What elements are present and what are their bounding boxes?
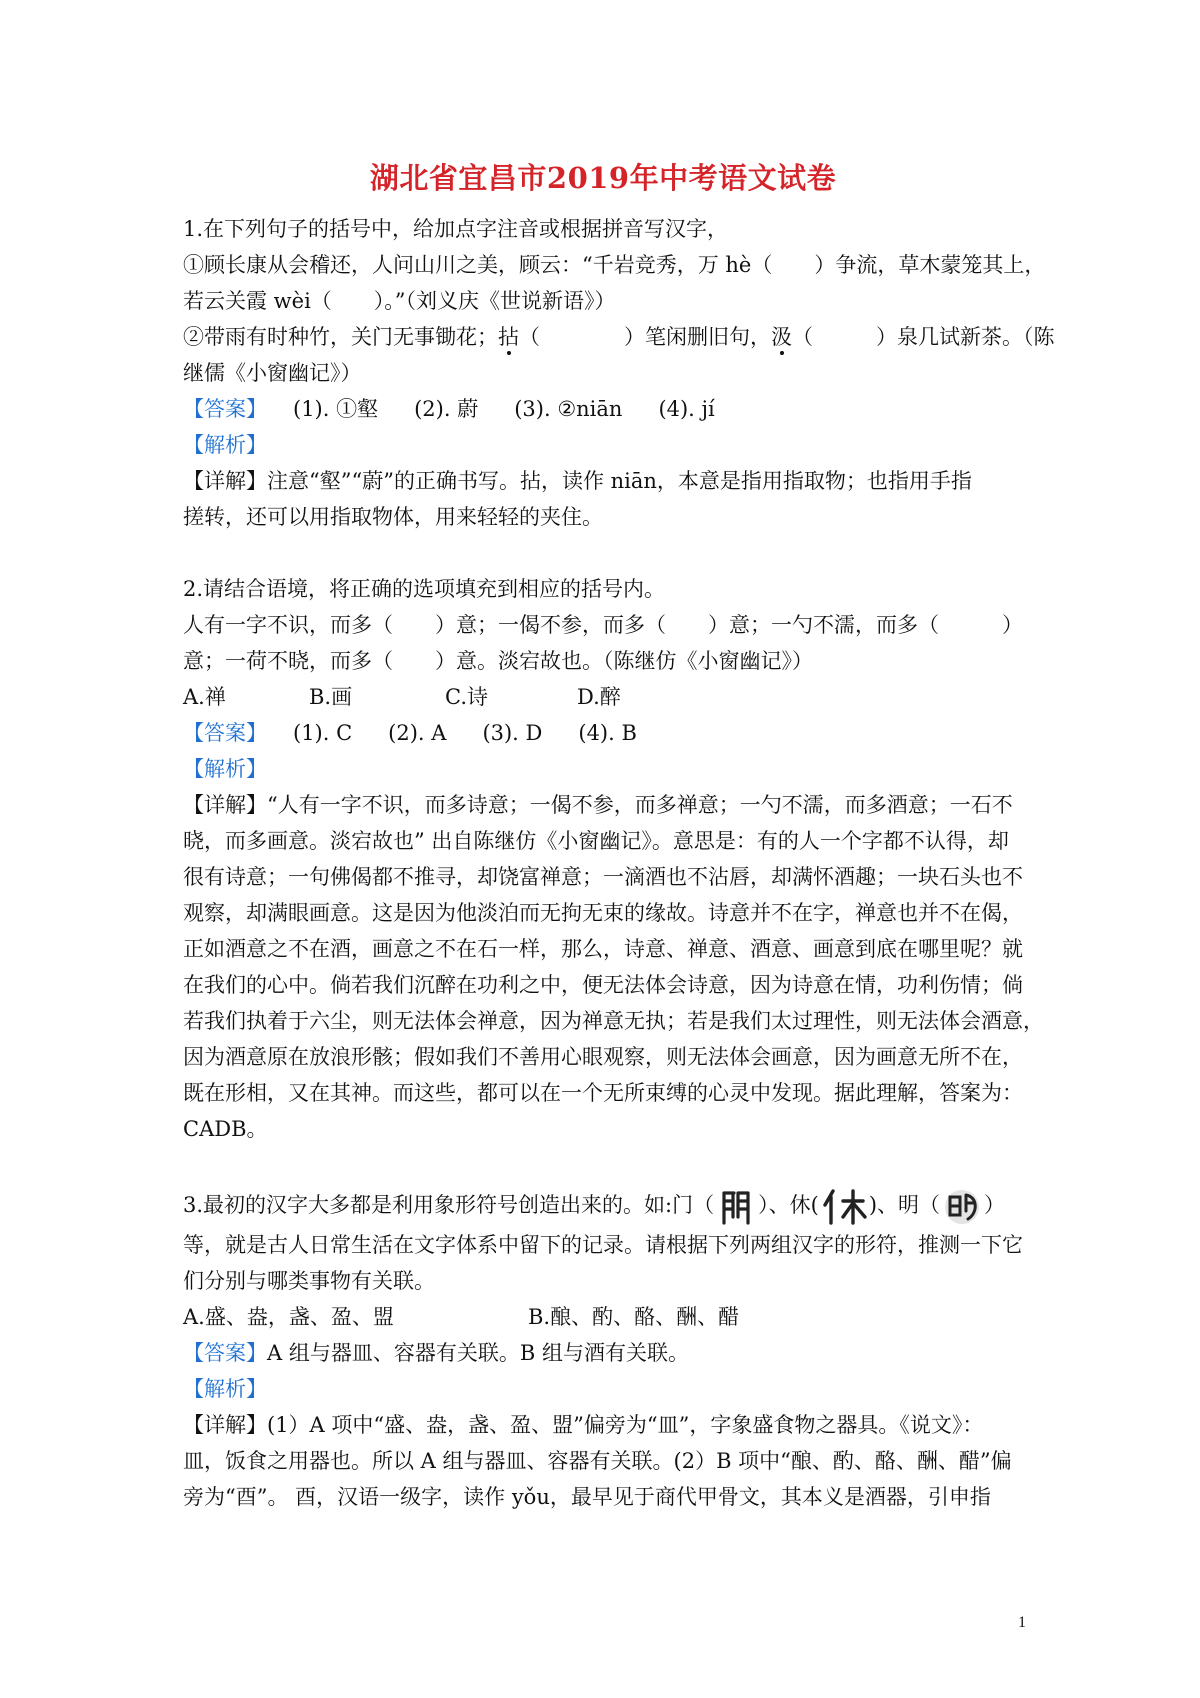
- ancient-xiu-glyph-icon: [821, 1187, 867, 1227]
- q2-detail-line7: 若我们执着于六尘，则无法体会禅意，因为禅意无执；若是我们太过理性，则无法体会酒意，: [183, 1009, 1044, 1033]
- q3-option-b: B.酿、酌、酪、酬、醋: [528, 1305, 740, 1329]
- q2-detail-line10: CADB。: [183, 1117, 268, 1141]
- q2-detail-line8: 因为酒意原在放浪形骸；假如我们不善用心眼观察，则无法体会画意，因为画意无所不在，: [183, 1045, 1023, 1069]
- q2-options: [183, 679, 1023, 715]
- detail-tag: 【详解】: [183, 793, 267, 817]
- q2-answer: [183, 715, 1023, 751]
- spacer: [183, 1147, 1023, 1183]
- spacer: [183, 535, 1023, 571]
- q3-detail-line1: [183, 1407, 1023, 1443]
- ancient-men-glyph-icon: [716, 1187, 756, 1227]
- q1-detail-line1: [183, 463, 1023, 499]
- ancient-ming-glyph-icon: [942, 1187, 982, 1227]
- q3-stem-mid1: ）、休(: [758, 1193, 819, 1217]
- q3-analysis-tag: 【解析】: [183, 1377, 267, 1401]
- q1-sentence2-line2: 继儒《小窗幽记》）: [183, 361, 362, 385]
- q2-detail-line9: 既在形相，又在其神。而这些，都可以在一个无所束缚的心灵中发现。据此理解，答案为：: [183, 1081, 1023, 1105]
- q1-answer-4: (4). jí: [658, 397, 715, 421]
- q2-detail-line6: 在我们的心中。倘若我们沉醉在功利之中，便无法体会诗意，因为诗意在情，功利伤情；倘: [183, 973, 1023, 997]
- document-title: 湖北省宜昌市2019年中考语文试卷: [369, 161, 837, 195]
- q3-stem-line3: 们分别与哪类事物有关联。: [183, 1269, 435, 1293]
- q3-options: [183, 1299, 1023, 1335]
- q2-answer-2: (2). A: [388, 721, 447, 745]
- q1-answer-3: (3). ②niān: [514, 397, 623, 421]
- q2-option-d: D.醉: [577, 685, 621, 709]
- q1-sentence1-line2: 若云关霞 wèi（ ）。”（刘义庆《世说新语》）: [183, 289, 616, 313]
- q1-s2-pre: ②带雨有时种竹，关门无事锄花；: [183, 325, 498, 349]
- q2-detail-line4: 观察，却满眼画意。这是因为他淡泊而无拘无束的缘故。诗意并不在字，禅意也并不在偈，: [183, 901, 1023, 925]
- q2-option-b: B.画: [309, 685, 353, 709]
- detail-tag: 【详解】: [183, 469, 267, 493]
- q3-answer: [183, 1335, 1023, 1371]
- q1-stem: 1.在下列句子的括号中，给加点字注音或根据拼音写汉字，: [183, 217, 729, 241]
- page-number: 1: [1018, 1614, 1026, 1631]
- q3-detail-text1: (1）A 项中“盛、盎，盏、盈、盟”偏旁为“皿”，字象盛食物之器具。《说文》：: [267, 1413, 984, 1437]
- q3-stem-mid2: )、明（: [868, 1193, 941, 1217]
- q2-detail-line3: 很有诗意；一句佛偈都不推寻，却饶富禅意；一滴酒也不沾唇，却满怀酒趣；一块石头也不: [183, 865, 1023, 889]
- q1-s2-mid: （ ）笔闲删旧句，: [519, 325, 771, 349]
- q1-answer-1: (1). ①壑: [293, 397, 379, 421]
- q3-option-a: A.盛、盎，盏、盈、盟: [183, 1305, 394, 1329]
- q1-sentence1-line1: ①顾长康从会稽还，人问山川之美，顾云：“千岩竞秀，万 hè（ ）争流，草木蒙笼其上，: [183, 253, 1046, 277]
- q2-answer-4: (4). B: [578, 721, 637, 745]
- q2-passage-line2: 意；一荷不晓，而多（ ）意。淡宕故也。（陈继仿《小窗幽记》）: [183, 649, 813, 673]
- q3-stem-line2: 等，就是古人日常生活在文字体系中留下的记录。请根据下列两组汉字的形符，推测一下它: [183, 1233, 1023, 1257]
- answer-tag: 【答案】: [183, 721, 267, 745]
- q2-option-a: A.禅: [183, 685, 226, 709]
- q3-stem-line1: [183, 1183, 1023, 1227]
- q2-detail-text1: “人有一字不识，而多诗意；一偈不参，而多禅意；一勺不濡，而多酒意；一石不: [267, 793, 1013, 817]
- document-content: [183, 150, 1055, 1515]
- q1-dotted-char-ji: 汲: [771, 325, 792, 349]
- q1-detail-line2: 搓转，还可以用指取物体，用来轻轻的夹住。: [183, 505, 603, 529]
- q1-analysis-tag: 【解析】: [183, 433, 267, 457]
- q2-option-c: C.诗: [445, 685, 488, 709]
- q3-detail-line2: 皿，饭食之用器也。所以 A 组与器皿、容器有关联。(2）B 项中“酿、酌、酪、酬、醋”偏: [183, 1449, 1012, 1473]
- q2-detail-line1: [183, 787, 1023, 823]
- q2-detail-line5: 正如酒意之不在酒，画意之不在石一样，那么，诗意、禅意、酒意、画意到底在哪里呢？就: [183, 937, 1023, 961]
- q3-answer-text: A 组与器皿、容器有关联。B 组与酒有关联。: [267, 1341, 689, 1365]
- q2-stem: 2.请结合语境，将正确的选项填充到相应的括号内。: [183, 577, 666, 601]
- q3-stem-pre: 3.最初的汉字大多都是利用象形符号创造出来的。如:门（: [183, 1193, 715, 1217]
- q2-passage-line1: 人有一字不识，而多（ ）意；一偈不参，而多（ ）意；一勺不濡，而多（ ）: [183, 613, 1023, 637]
- q1-answer-2: (2). 蔚: [414, 397, 479, 421]
- q2-analysis-tag: 【解析】: [183, 757, 267, 781]
- q1-sentence2-line1: [183, 319, 1055, 355]
- answer-tag: 【答案】: [183, 1341, 267, 1365]
- q2-detail-line2: 晓，而多画意。淡宕故也” 出自陈继仿《小窗幽记》。意思是：有的人一个字都不认得，却: [183, 829, 1009, 853]
- q1-detail-text1: 注意“壑”“蔚”的正确书写。拈，读作 niān，本意是指用指取物；也指用手指: [267, 469, 972, 493]
- q3-stem-post: ）: [984, 1193, 1006, 1217]
- q3-detail-line3: 旁为“酉”。 酉，汉语一级字，读作 yǒu，最早见于商代甲骨文，其本义是酒器，引申指: [183, 1485, 991, 1509]
- q2-answer-3: (3). D: [482, 721, 543, 745]
- detail-tag: 【详解】: [183, 1413, 267, 1437]
- q1-dotted-char-nian: 拈: [498, 325, 519, 349]
- q1-s2-post: （ ）泉几试新茶。（陈: [792, 325, 1055, 349]
- q1-answer: [183, 391, 1023, 427]
- q2-answer-1: (1). C: [293, 721, 353, 745]
- answer-tag: 【答案】: [183, 397, 267, 421]
